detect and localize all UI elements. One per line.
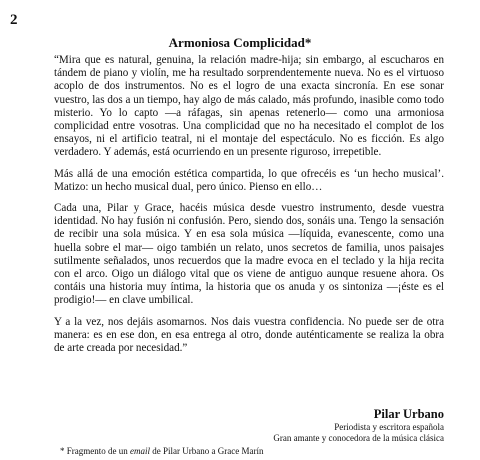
page-title: Armoniosa Complicidad* xyxy=(168,35,312,50)
paragraph-4: Y a la vez, nos dejáis asomarnos. Nos dais vuestra confidencia. No puede ser de otra manera: es en ese don, en esa entrega al otro, donde auténticamente se realiza la obra de arte creada por necesidad.” xyxy=(54,315,444,355)
footnote-prefix: * Fragmento de un xyxy=(60,446,130,456)
footnote-suffix: de Pilar Urbano a Grace Marín xyxy=(150,446,264,456)
signature-block xyxy=(273,407,444,444)
paragraph-3: Cada una, Pilar y Grace, hacéis música desde vuestro instrumento, desde vuestra identidad. No hay fusión ni confusión. Pero, siendo dos, sonáis una. Tengo la sensación de recibir una sola música. Y en esa sola música —líquida, evanescente, como una huella sobre el mar— oigo también un relato, unos secretos de familia, unos paisajes sutilmente señalados, unos recuerdos que la madre evoca en el teclado y la hija recita con el arco. Oigo un diálogo vital que os viene de antiguo aunque resuene ahora. Os contáis una historia muy íntima, la historia que os anuda y os sintoniza —¡éste es el prodigio!— en clave umbilical. xyxy=(54,202,444,307)
paragraph-1: “Mira que es natural, genuina, la relación madre-hija; sin embargo, al escucharos en tándem de piano y violín, me ha resultado sorprendentemente nueva. No es el virtuoso acoplo de dos instrumentos. No es el logro de una exacta sincronía. En ese sonar vuestro, las dos a un tiempo, hay algo de más calado, más profundo, inasible como todo misterio. Yo lo capto —a ráfagas, sin apenas retenerlo— como una armoniosa complicidad entre vosotras. Una complicidad que no ha necesitado el complot de los ensayos, ni el artificio teatral, ni el montaje del espectáculo. No es ficción. Es algo verdadero. Y además, está ocurriendo en un presente riguroso, irrepetible. xyxy=(54,54,444,159)
author-name: Pilar Urbano xyxy=(373,407,444,421)
paragraph-2: Más allá de una emoción estética compartida, lo que ofrecéis es ‘un hecho musical’. Matizo: un hecho musical dual, pero único. Pienso en ello… xyxy=(54,167,444,193)
author-role-2: Gran amante y conocedora de la música clásica xyxy=(273,433,444,443)
footnote-emphasis: email xyxy=(130,446,150,456)
letter-body xyxy=(54,54,444,355)
footnote xyxy=(60,446,263,456)
author-role-1: Periodista y escritora española xyxy=(334,422,444,432)
page-number: 2 xyxy=(10,12,18,28)
